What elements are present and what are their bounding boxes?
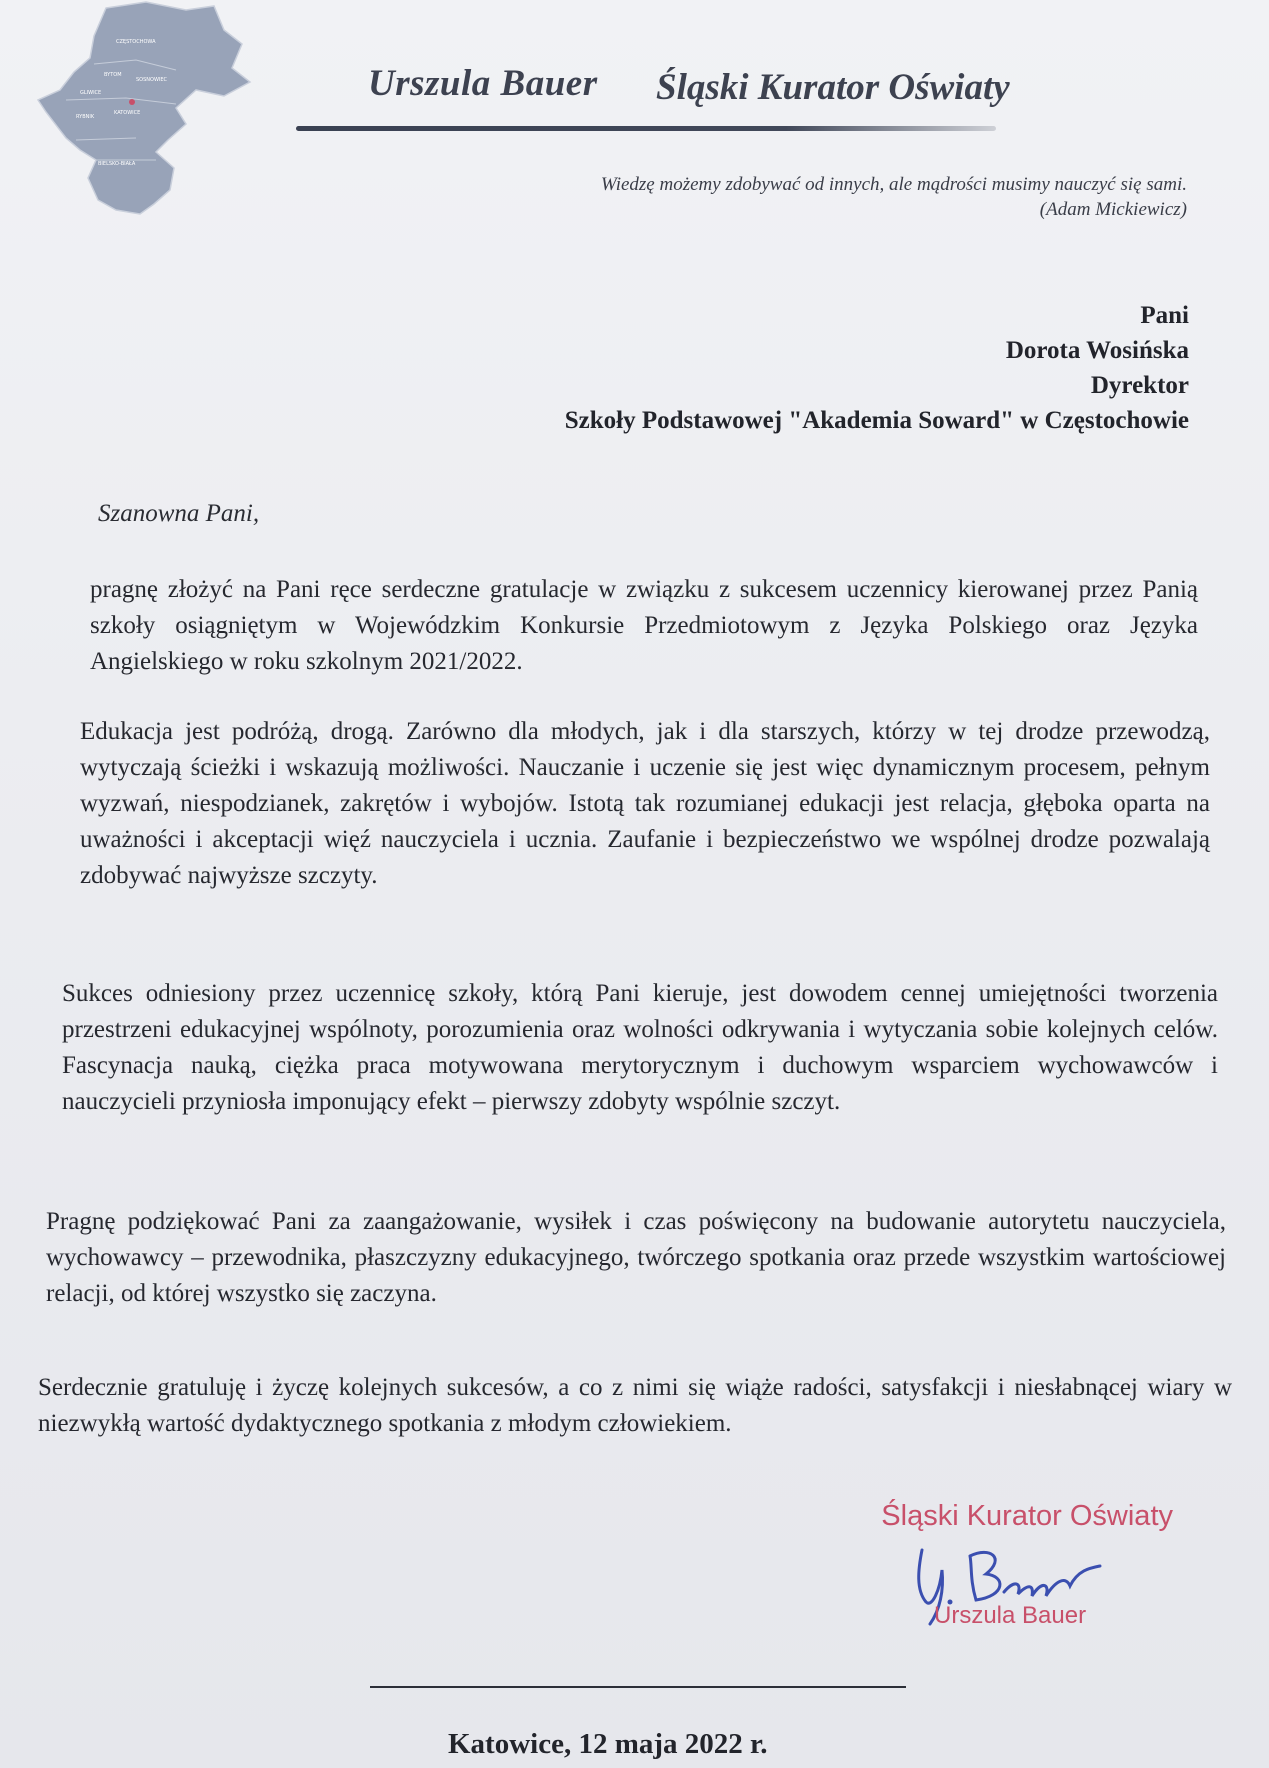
addressee-name: Dorota Wosińska: [1005, 337, 1189, 364]
header-rule: [296, 126, 996, 131]
map-label-gliwice: GLIWICE: [80, 90, 102, 96]
map-label-bytom: BYTOM: [104, 72, 122, 78]
map-label-sosnowiec: SOSNOWIEC: [136, 77, 168, 83]
letter-paragraph-4: Pragnę podziękować Pani za zaangażowanie, wysiłek i czas poświęcony na budowanie autorytetu nauczyciela, wychowawcy – przewodnika, płaszczyzny edukacyjnego, twórczego spotkania oraz przede wszystkim wartościowej relacji, od której wszystko się zaczyna.: [46, 1208, 1226, 1307]
letter-paragraph-5: Serdecznie gratuluję i życzę kolejnych sukcesów, a co z nimi się wiąże radości, satysfakcji i niesłabnącej wiary w niezwykłą wartość dydaktycznego spotkania z młodym człowiekiem.: [38, 1374, 1232, 1437]
header-name: Urszula Bauer: [368, 63, 598, 104]
addressee-block: [565, 298, 1189, 438]
motto-quote: Wiedzę możemy zdobywać od innych, ale mądrości musimy nauczyć się sami.: [600, 174, 1187, 195]
map-label-bielsko-biala: BIELSKO-BIAŁA: [98, 161, 136, 167]
addressee-school: Szkoły Podstawowej "Akademia Soward" w Częstochowie: [564, 407, 1189, 434]
footer-rule: [370, 1686, 906, 1688]
map-label-czestochowa: CZĘSTOCHOWA: [116, 39, 156, 45]
addressee-position: Dyrektor: [1090, 372, 1189, 399]
motto-author: (Adam Mickiewicz): [1039, 199, 1187, 220]
place-date: Katowice, 12 maja 2022 r.: [448, 1728, 768, 1760]
salutation: Szanowna Pani,: [98, 500, 260, 527]
letter-paragraph-1: pragnę złożyć na Pani ręce serdeczne gratulacje w związku z sukcesem uczennicy kierowanej przez Panią szkoły osiągniętym w Wojewódzkim Konkursie Przedmiotowym z Języka Polskiego oraz Języka Angielskiego w roku szkolnym 2021/2022.: [90, 576, 1198, 675]
header-title: Śląski Kurator Oświaty: [656, 67, 1010, 108]
stamp-name: Urszula Bauer: [934, 1602, 1087, 1629]
letter-paragraph-3: Sukces odniesiony przez uczennicę szkoły, którą Pani kieruje, jest dowodem cennej umiejętności tworzenia przestrzeni edukacyjnej wspólnoty, porozumienia oraz wolności odkrywania i wytyczania sobie kolejnych celów. Fascynacja nauką, ciężka praca motywowana merytorycznym i duchowym wsparciem wychowawców i nauczycieli przyniosła imponujący efekt – pierwszy zdobyty wspólnie szczyt.: [62, 980, 1218, 1115]
silesia-map-logo: [36, 0, 266, 245]
silesia-map-icon: [36, 0, 266, 245]
motto: [601, 172, 1187, 222]
letter-paragraph-2: Edukacja jest podróżą, drogą. Zarówno dla młodych, jak i dla starszych, którzy w tej drodze przewodzą, wytyczają ścieżki i wskazują możliwości. Nauczanie i uczenie się jest więc dynamicznym procesem, pełnym wyzwań, niespodzianek, zakrętów i wybojów. Istotą tak rozumianej edukacji jest relacja, głęboka oparta na uważności i akceptacji więź nauczyciela i ucznia. Zaufanie i bezpieczeństwo we wspólnej drodze pozwalają zdobywać najwyższe szczyty.: [80, 718, 1210, 889]
map-label-katowice: KATOWICE: [114, 110, 141, 116]
map-label-rybnik: RYBNIK: [76, 114, 95, 120]
stamp-title: Śląski Kurator Oświaty: [881, 1500, 1173, 1532]
addressee-honorific: Pani: [1140, 302, 1189, 329]
